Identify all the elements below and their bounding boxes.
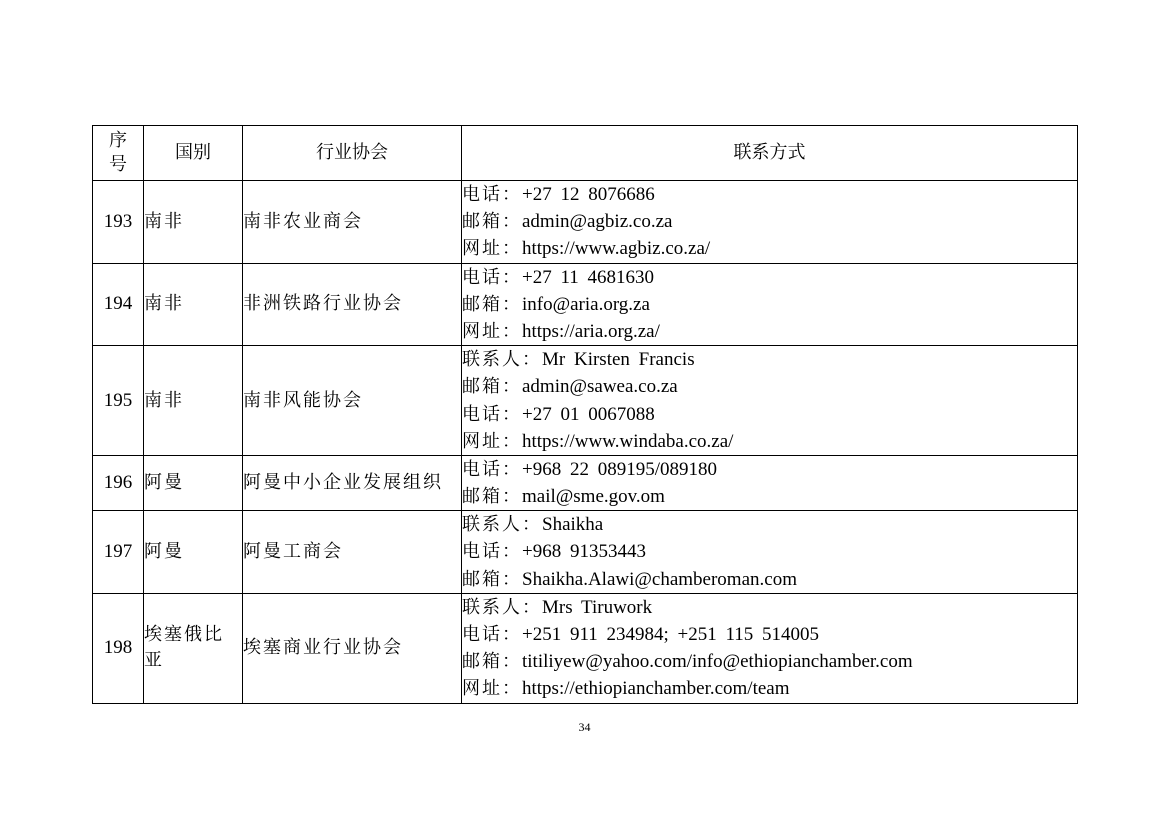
contact-line — [462, 538, 1077, 565]
row-country: 阿曼 — [144, 511, 243, 594]
contact-value: https://www.windaba.co.za/ — [522, 430, 734, 452]
row-seq: 195 — [93, 346, 144, 456]
row-country: 南非 — [144, 181, 243, 264]
contact-label: 电话： — [462, 624, 522, 645]
header-seq — [93, 126, 144, 181]
table-row — [93, 263, 1078, 346]
contact-value: Mrs Tiruwork — [542, 596, 653, 618]
contact-label: 电话： — [462, 403, 522, 425]
contact-value: Shaikha — [542, 514, 604, 536]
contact-label: 邮箱： — [462, 211, 522, 233]
contact-label: 联系人： — [462, 349, 542, 371]
contact-label: 电话： — [462, 541, 522, 563]
header-country: 国别 — [144, 126, 243, 181]
row-seq: 198 — [93, 593, 144, 703]
contact-label: 邮箱： — [462, 568, 522, 590]
contact-line — [462, 456, 1077, 483]
header-association: 行业协会 — [243, 126, 462, 181]
row-seq: 193 — [93, 181, 144, 264]
contact-label: 网址： — [462, 238, 522, 260]
page-number: 34 — [578, 720, 591, 734]
contact-label: 联系人： — [462, 514, 542, 536]
contact-line — [462, 264, 1077, 291]
contact-label: 网址： — [462, 430, 522, 452]
row-seq: 196 — [93, 455, 144, 510]
contact-label: 网址： — [462, 320, 522, 342]
row-contact — [462, 181, 1078, 264]
contact-value: mail@sme.gov.om — [522, 486, 665, 508]
contact-value: +251 911 234984; +251 115 514005 — [522, 624, 820, 645]
contact-line — [462, 208, 1077, 235]
header-seq-text: 序号 — [109, 130, 127, 175]
row-association: 阿曼中小企业发展组织 — [243, 455, 462, 510]
contact-line — [462, 373, 1077, 400]
contact-line — [462, 675, 1077, 702]
row-country: 埃塞俄比亚 — [144, 593, 243, 703]
table-row — [93, 593, 1078, 703]
contact-value: admin@agbiz.co.za — [522, 211, 673, 233]
row-association: 阿曼工商会 — [243, 511, 462, 594]
contact-value: +27 11 4681630 — [522, 266, 655, 288]
row-association: 埃塞商业行业协会 — [243, 593, 462, 703]
table-body — [93, 181, 1078, 704]
row-contact — [462, 263, 1078, 346]
contact-line — [462, 235, 1077, 262]
contact-label: 电话： — [462, 266, 522, 288]
contact-value: https://www.agbiz.co.za/ — [522, 238, 711, 260]
contact-line — [462, 483, 1077, 510]
contact-value: admin@sawea.co.za — [522, 376, 678, 398]
contact-label: 邮箱： — [462, 376, 522, 398]
row-association: 南非风能协会 — [243, 346, 462, 456]
contact-line — [462, 648, 1077, 675]
contact-value: +968 91353443 — [522, 541, 646, 563]
contact-value: https://ethiopianchamber.com/team — [522, 678, 790, 700]
contact-line — [462, 621, 1077, 648]
contact-line — [462, 346, 1077, 373]
contact-label: 邮箱： — [462, 651, 522, 673]
contact-label: 电话： — [462, 458, 522, 480]
row-association: 非洲铁路行业协会 — [243, 263, 462, 346]
contact-line — [462, 511, 1077, 538]
contact-line — [462, 566, 1077, 593]
row-seq: 194 — [93, 263, 144, 346]
row-seq: 197 — [93, 511, 144, 594]
table-row — [93, 511, 1078, 594]
row-association: 南非农业商会 — [243, 181, 462, 264]
contact-value: info@aria.org.za — [522, 293, 650, 315]
contact-label: 联系人： — [462, 596, 542, 618]
table-header-row — [93, 126, 1078, 181]
table-row — [93, 181, 1078, 264]
row-country: 南非 — [144, 263, 243, 346]
row-country: 阿曼 — [144, 455, 243, 510]
contact-label: 网址： — [462, 678, 522, 700]
contact-value: +968 22 089195/089180 — [522, 458, 717, 480]
contact-value: +27 01 0067088 — [522, 403, 655, 425]
contact-label: 电话： — [462, 184, 522, 205]
contact-label: 邮箱： — [462, 293, 522, 315]
header-contact: 联系方式 — [462, 126, 1078, 181]
contact-value: Mr Kirsten Francis — [542, 349, 695, 371]
row-contact — [462, 346, 1078, 456]
contact-line — [462, 401, 1077, 428]
contact-line — [462, 428, 1077, 455]
contact-value: https://aria.org.za/ — [522, 320, 660, 342]
contact-line — [462, 181, 1077, 208]
contact-line — [462, 318, 1077, 345]
row-contact — [462, 593, 1078, 703]
association-contacts-table — [92, 125, 1078, 704]
contact-value: +27 12 8076686 — [522, 184, 655, 205]
table-row — [93, 455, 1078, 510]
row-contact — [462, 455, 1078, 510]
table-row — [93, 346, 1078, 456]
row-contact — [462, 511, 1078, 594]
contact-value: titiliyew@yahoo.com/info@ethiopianchamber.com — [522, 651, 913, 673]
contact-label: 邮箱： — [462, 486, 522, 508]
contact-value: Shaikha.Alawi@chamberoman.com — [522, 568, 797, 590]
row-country: 南非 — [144, 346, 243, 456]
contact-line — [462, 594, 1077, 621]
contact-line — [462, 291, 1077, 318]
